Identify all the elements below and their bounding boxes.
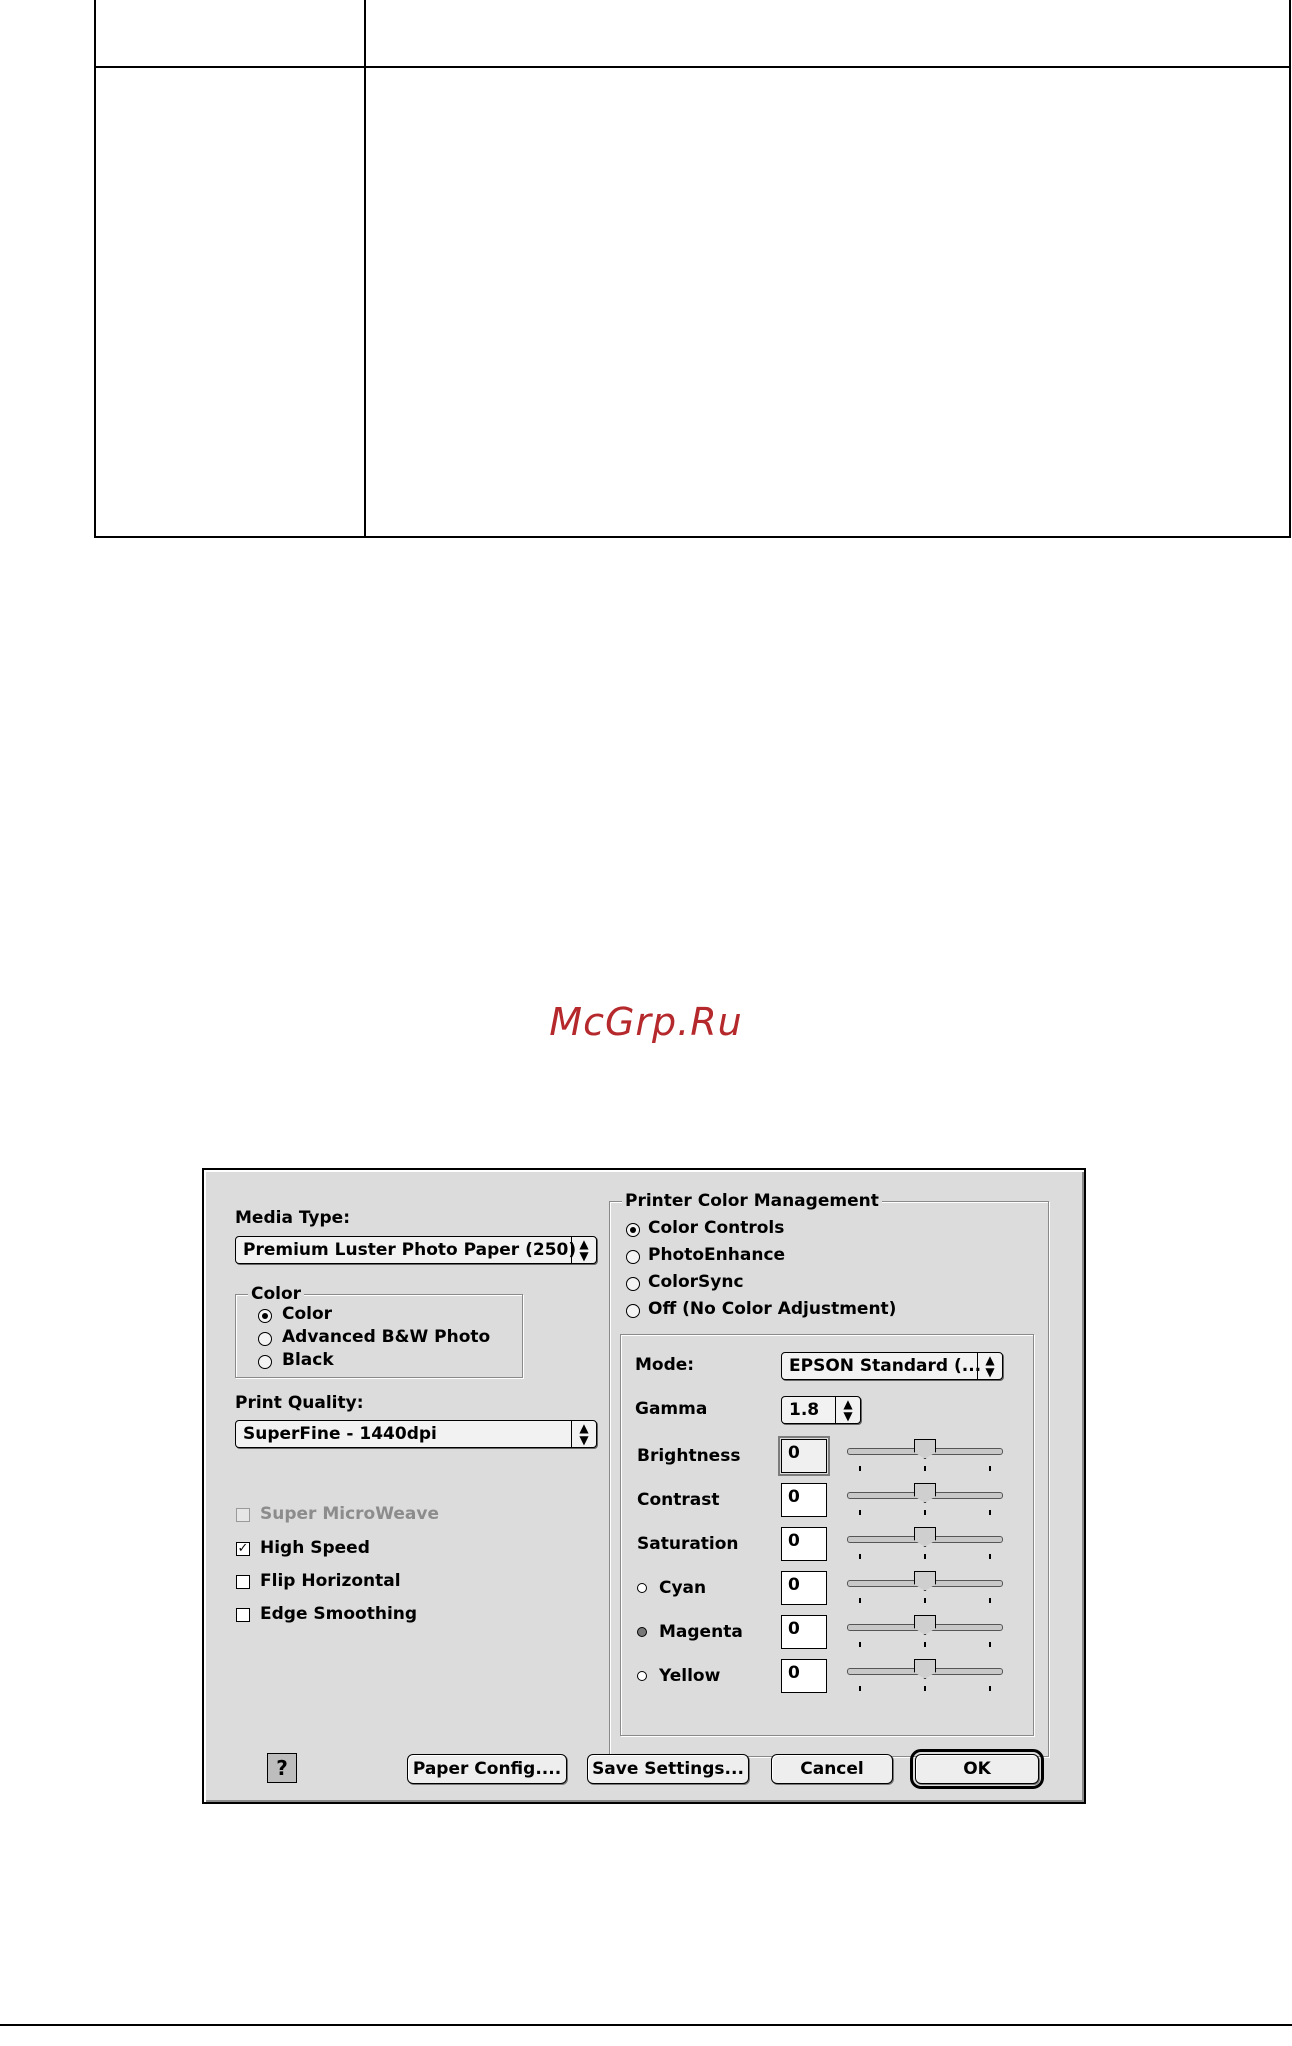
slider-thumb[interactable]	[914, 1571, 936, 1591]
slider-tick	[924, 1554, 926, 1559]
radio-advanced-bw[interactable]	[258, 1332, 272, 1346]
print-quality-popup[interactable]	[235, 1420, 597, 1448]
media-type-value: Premium Luster Photo Paper (250)	[243, 1240, 577, 1260]
print-quality-value: SuperFine - 1440dpi	[243, 1424, 437, 1444]
gamma-label: Gamma	[635, 1399, 708, 1419]
color-group-title: Color	[248, 1284, 304, 1304]
saturation-slider[interactable]	[847, 1527, 1003, 1561]
cyan-label: Cyan	[659, 1578, 707, 1598]
radio-color-label: Color	[282, 1304, 333, 1324]
slider-tick	[859, 1510, 861, 1515]
slider-thumb[interactable]	[914, 1615, 936, 1635]
flip-horizontal-checkbox[interactable]	[236, 1575, 250, 1589]
slider-tick	[989, 1642, 991, 1647]
slider-tick	[859, 1686, 861, 1691]
popup-arrows-icon: ▲ ▼	[571, 1237, 596, 1263]
media-type-popup[interactable]	[235, 1236, 597, 1264]
help-button[interactable]: ?	[267, 1753, 297, 1783]
high-speed-label: High Speed	[260, 1538, 370, 1558]
magenta-dot-icon	[637, 1627, 647, 1637]
popup-arrows-icon: ▲ ▼	[977, 1353, 1002, 1379]
media-type-label: Media Type:	[235, 1208, 350, 1228]
slider-thumb[interactable]	[914, 1659, 936, 1679]
popup-arrows-icon: ▲ ▼	[835, 1397, 860, 1423]
yellow-slider[interactable]	[847, 1659, 1003, 1693]
saturation-label: Saturation	[637, 1534, 739, 1554]
cyan-slider[interactable]	[847, 1571, 1003, 1605]
cyan-field[interactable]: 0	[781, 1571, 827, 1605]
pcm-group-title: Printer Color Management	[622, 1191, 882, 1211]
mode-popup[interactable]	[781, 1352, 1003, 1380]
radio-colorsync[interactable]	[626, 1277, 640, 1291]
slider-tick	[989, 1598, 991, 1603]
magenta-label: Magenta	[659, 1622, 743, 1642]
radio-photoenhance[interactable]	[626, 1250, 640, 1264]
super-microweave-checkbox[interactable]	[236, 1508, 250, 1522]
slider-tick	[924, 1598, 926, 1603]
contrast-label: Contrast	[637, 1490, 720, 1510]
slider-tick	[989, 1554, 991, 1559]
color-group	[235, 1284, 523, 1378]
magenta-field[interactable]: 0	[781, 1615, 827, 1649]
radio-advanced-bw-label: Advanced B&W Photo	[282, 1327, 491, 1347]
super-microweave-label: Super MicroWeave	[260, 1504, 439, 1524]
magenta-slider[interactable]	[847, 1615, 1003, 1649]
yellow-dot-icon	[637, 1671, 647, 1681]
slider-thumb[interactable]	[914, 1483, 936, 1503]
radio-off-label: Off (No Color Adjustment)	[648, 1299, 897, 1319]
radio-colorsync-label: ColorSync	[648, 1272, 744, 1292]
popup-arrows-icon: ▲ ▼	[571, 1421, 596, 1447]
slider-tick	[924, 1466, 926, 1471]
cyan-dot-icon	[637, 1583, 647, 1593]
slider-tick	[989, 1466, 991, 1471]
ok-button[interactable]: OK	[915, 1754, 1039, 1784]
print-quality-label: Print Quality:	[235, 1393, 364, 1413]
slider-tick	[989, 1686, 991, 1691]
radio-black[interactable]	[258, 1355, 272, 1369]
radio-off[interactable]	[626, 1304, 640, 1318]
color-controls-panel	[620, 1334, 1034, 1736]
cancel-button[interactable]: Cancel	[771, 1754, 893, 1784]
mode-value: EPSON Standard (...	[789, 1356, 982, 1376]
saturation-field[interactable]: 0	[781, 1527, 827, 1561]
save-settings-button[interactable]: Save Settings...	[587, 1754, 749, 1784]
gamma-value: 1.8	[789, 1400, 820, 1420]
slider-tick	[859, 1466, 861, 1471]
slider-tick	[859, 1642, 861, 1647]
radio-color[interactable]	[258, 1309, 272, 1323]
flip-horizontal-label: Flip Horizontal	[260, 1571, 401, 1591]
gamma-popup[interactable]	[781, 1396, 861, 1424]
slider-thumb[interactable]	[914, 1527, 936, 1547]
table-column-divider	[364, 0, 366, 536]
document-table	[94, 0, 1291, 538]
slider-tick	[924, 1686, 926, 1691]
table-header-divider	[96, 66, 1289, 68]
brightness-field[interactable]: 0	[781, 1439, 827, 1473]
mode-label: Mode:	[635, 1355, 695, 1375]
slider-thumb[interactable]	[914, 1439, 936, 1459]
page-bottom-rule	[0, 2024, 1292, 2026]
radio-color-controls-label: Color Controls	[648, 1218, 785, 1238]
yellow-field[interactable]: 0	[781, 1659, 827, 1693]
slider-tick	[924, 1510, 926, 1515]
watermark: McGrp.Ru	[549, 1000, 743, 1044]
slider-tick	[859, 1598, 861, 1603]
contrast-slider[interactable]	[847, 1483, 1003, 1517]
print-settings-dialog	[202, 1168, 1086, 1804]
radio-color-controls[interactable]	[626, 1223, 640, 1237]
yellow-label: Yellow	[659, 1666, 721, 1686]
edge-smoothing-label: Edge Smoothing	[260, 1604, 418, 1624]
radio-photoenhance-label: PhotoEnhance	[648, 1245, 786, 1265]
slider-tick	[859, 1554, 861, 1559]
radio-black-label: Black	[282, 1350, 334, 1370]
brightness-slider[interactable]	[847, 1439, 1003, 1473]
contrast-field[interactable]: 0	[781, 1483, 827, 1517]
high-speed-checkbox[interactable]: ✓	[237, 1541, 249, 1556]
paper-config-button[interactable]: Paper Config....	[407, 1754, 567, 1784]
printer-color-management-group	[609, 1191, 1049, 1757]
edge-smoothing-checkbox[interactable]	[236, 1608, 250, 1622]
brightness-label: Brightness	[637, 1446, 741, 1466]
slider-tick	[989, 1510, 991, 1515]
slider-tick	[924, 1642, 926, 1647]
